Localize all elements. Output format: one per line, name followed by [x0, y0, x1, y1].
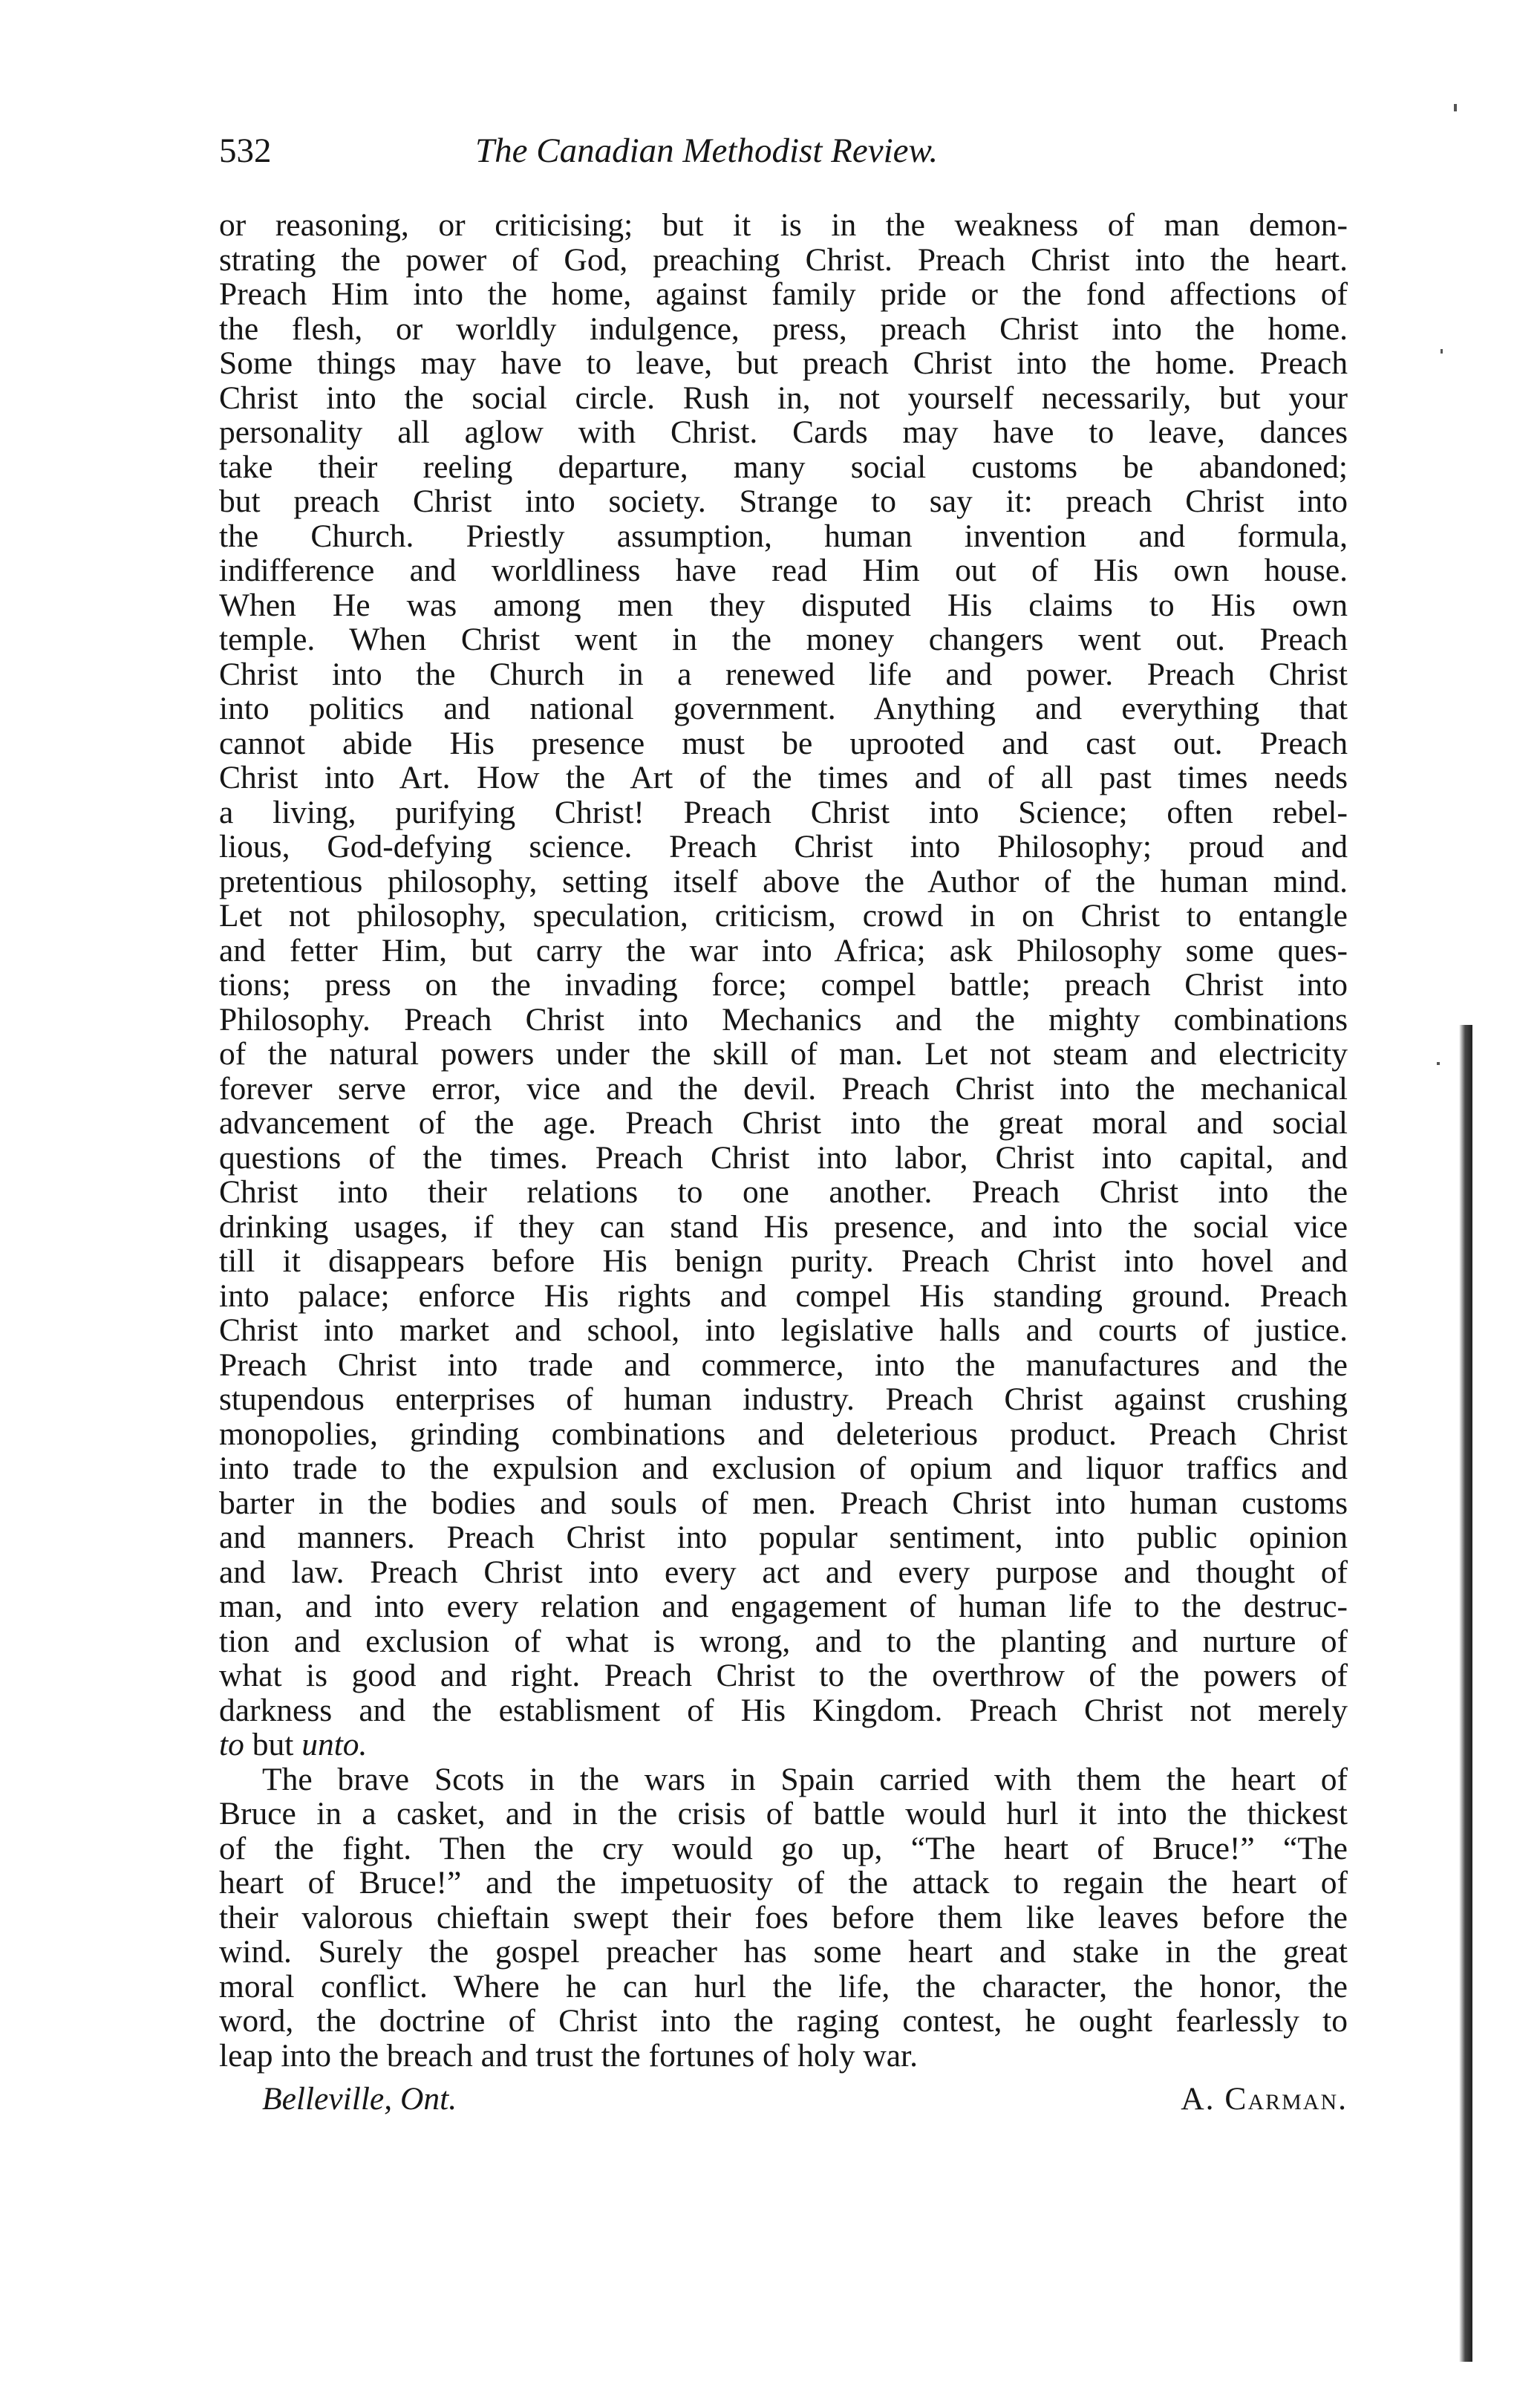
text-line: lious, God-defying science. Preach Christ into Philosophy; proud and: [219, 829, 1348, 864]
text-line: indifference and worldliness have read Him out of His own house.: [219, 553, 1348, 588]
text-line: leap into the breach and trust the fortunes of holy war.: [219, 2037, 919, 2074]
paragraph-1: [219, 208, 1348, 1762]
paragraph-2: [219, 1762, 1348, 2074]
text-line: temple. When Christ went in the money changers went out. Preach: [219, 622, 1348, 657]
text-line: forever serve error, vice and the devil. Preach Christ into the mechanical: [219, 1070, 1348, 1107]
text-line: take their reeling departure, many social customs be abandoned;: [219, 449, 1348, 485]
text-line: what is good and right. Preach Christ to the overthrow of the powers of: [219, 1658, 1348, 1693]
text-line: and manners. Preach Christ into popular sentiment, into public opinion: [219, 1520, 1348, 1555]
text-line: the Church. Priestly assumption, human invention and formula,: [219, 518, 1348, 554]
text-line: into trade to the expulsion and exclusion of opium and liquor traffics and: [219, 1450, 1348, 1486]
text-line: Philosophy. Preach Christ into Mechanics and the mighty combinations: [219, 1001, 1348, 1038]
closing-line: [219, 1727, 1348, 1762]
text-line: Preach Christ into trade and commerce, into the manufactures and the: [219, 1346, 1348, 1383]
text-line: drinking usages, if they can stand His presence, and into the social vice: [219, 1208, 1348, 1245]
text-line: monopolies, grinding combinations and deleterious product. Preach Christ: [219, 1416, 1348, 1452]
text-line: of the fight. Then the cry would go up, “The heart of Bruce!” “The: [219, 1830, 1348, 1866]
text-line: Christ into Art. How the Art of the times and of all past times needs: [219, 760, 1348, 795]
text-line: The brave Scots in the wars in Spain carried with them the heart of: [262, 1761, 1348, 1797]
emphasis-unto: unto.: [301, 1727, 368, 1762]
page-number: 532: [219, 131, 272, 170]
text-line: but preach Christ into society. Strange to say it: preach Christ into: [219, 483, 1348, 519]
text-line: a living, purifying Christ! Preach Christ into Science; often rebel-: [219, 794, 1348, 830]
running-head: [219, 125, 1348, 177]
text-line: heart of Bruce!” and the impetuosity of the attack to regain the heart of: [219, 1865, 1348, 1901]
text-line: Christ into the Church in a renewed life and power. Preach Christ: [219, 656, 1348, 692]
text-line: When He was among men they disputed His claims to His own: [219, 587, 1348, 623]
text-line: Preach Him into the home, against family pride or the fond affections of: [219, 276, 1348, 312]
text-line: Christ into the social circle. Rush in, not yourself necessarily, but your: [219, 380, 1348, 416]
closing-connector: but: [244, 1727, 302, 1762]
scan-speck: [1441, 349, 1443, 354]
text-line: man, and into every relation and engagement of human life to the destruc-: [219, 1589, 1348, 1624]
text-line: Bruce in a casket, and in the crisis of battle would hurl it into the thickest: [219, 1796, 1348, 1831]
scan-speck: [1454, 104, 1457, 111]
signature-author: A. Carman.: [1181, 2081, 1348, 2117]
text-line: barter in the bodies and souls of men. Preach Christ into human customs: [219, 1485, 1348, 1521]
text-line: wind. Surely the gospel preacher has some heart and stake in the great: [219, 1934, 1348, 1970]
text-line: personality all aglow with Christ. Cards may have to leave, dances: [219, 414, 1348, 450]
text-line: the flesh, or worldly indulgence, press, preach Christ into the home.: [219, 310, 1348, 347]
journal-title: The Canadian Methodist Review.: [475, 131, 939, 170]
scan-speck: [1437, 1062, 1440, 1065]
page-edge-shadow: [1459, 1025, 1472, 2362]
text-line: Some things may have to leave, but preach Christ into the home. Preach: [219, 345, 1348, 381]
text-line: strating the power of God, preaching Christ. Preach Christ into the heart.: [219, 241, 1348, 278]
text-line: their valorous chieftain swept their foes before them like leaves before the: [219, 1899, 1348, 1935]
text-line: darkness and the establisment of His Kingdom. Preach Christ not merely: [219, 1692, 1348, 1728]
text-line: or reasoning, or criticising; but it is in the weakness of man demon-: [219, 207, 1348, 243]
text-line: moral conflict. Where he can hurl the life, the character, the honor, the: [219, 1968, 1348, 2005]
text-line: tion and exclusion of what is wrong, and to the planting and nurture of: [219, 1623, 1348, 1659]
text-line: cannot abide His presence must be uprooted and cast out. Preach: [219, 725, 1348, 761]
text-line: Let not philosophy, speculation, criticism, crowd in on Christ to entangle: [219, 898, 1348, 934]
text-line: till it disappears before His benign purity. Preach Christ into hovel and: [219, 1243, 1348, 1279]
text-line: pretentious philosophy, setting itself above the Author of the human mind.: [219, 863, 1348, 899]
signature-row: [219, 2080, 1348, 2117]
text-line: advancement of the age. Preach Christ into the great moral and social: [219, 1105, 1348, 1141]
text-line: and fetter Him, but carry the war into Africa; ask Philosophy some ques-: [219, 932, 1348, 968]
text-line: stupendous enterprises of human industry. Preach Christ against crushing: [219, 1381, 1348, 1417]
text-line: tions; press on the invading force; compel battle; preach Christ into: [219, 967, 1348, 1003]
text-line: of the natural powers under the skill of man. Let not steam and electricity: [219, 1036, 1348, 1072]
text-line: word, the doctrine of Christ into the raging contest, he ought fearlessly to: [219, 2003, 1348, 2039]
text-line: questions of the times. Preach Christ into labor, Christ into capital, and: [219, 1139, 1348, 1176]
text-line: into palace; enforce His rights and compel His standing ground. Preach: [219, 1277, 1348, 1314]
text-line: Christ into market and school, into legislative halls and courts of justice.: [219, 1312, 1348, 1348]
text-line: Christ into their relations to one another. Preach Christ into the: [219, 1174, 1348, 1210]
article-text: [219, 208, 1348, 2073]
text-line: and law. Preach Christ into every act and every purpose and thought of: [219, 1554, 1348, 1590]
signature-place: Belleville, Ont.: [262, 2081, 457, 2117]
text-line: into politics and national government. Anything and everything that: [219, 691, 1348, 726]
emphasis-to: to: [219, 1727, 244, 1762]
